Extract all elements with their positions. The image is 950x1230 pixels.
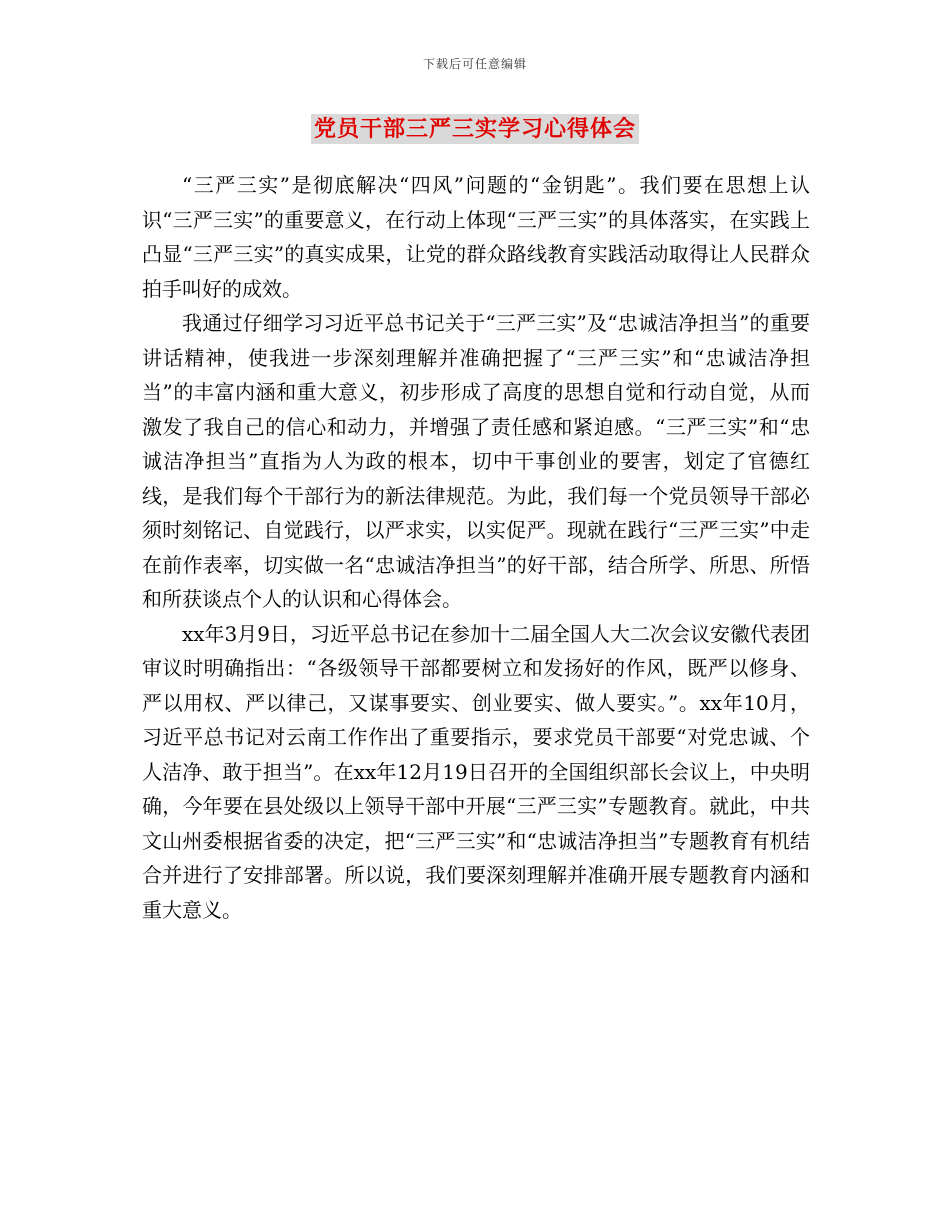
document-title xyxy=(0,112,950,143)
page-header-note: 下载后可任意编辑 xyxy=(422,57,527,71)
paragraph-3: xx年3月9日，习近平总书记在参加十二届全国人大二次会议安徽代表团审议时明确指出：“各级领导干部都要树立和发扬好的作风，既严以修身、严以用权、严以律己，又谋事要实、创业要实、做人要实。”。xx年10月，习近平总书记对云南工作作出了重要指示，要求党员干部要“对党忠诚、个人洁净、敢于担当”。在xx年12月19日召开的全国组织部长会议上，中央明确，今年要在县处级以上领导干部中开展“三严三实”专题教育。就此，中共文山州委根据省委的决定，把“三严三实”和“忠诚洁净担当”专题教育有机结合并进行了安排部署。所以说，我们要深刻理解并准确开展专题教育内涵和重大意义。 xyxy=(142,621,811,922)
paragraph-2: 我通过仔细学习习近平总书记关于“三严三实”及“忠诚洁净担当”的重要讲话精神，使我进一步深刻理解并准确把握了“三严三实”和“忠诚洁净担当”的丰富内涵和重大意义，初步形成了高度的思想自觉和行动自觉，从而激发了我自己的信心和动力，并增强了责任感和紧迫感。“三严三实”和“忠诚洁净担当”直指为人为政的根本，切中干事创业的要害，划定了官德红线，是我们每个干部行为的新法律规范。为此，我们每一个党员领导干部必须时刻铭记、自觉践行，以严求实，以实促严。现就在践行“三严三实”中走在前作表率，切实做一名“忠诚洁净担当”的好干部，结合所学、所思、所悟和所获谈点个人的认识和心得体会。 xyxy=(142,311,810,611)
document-title-text: 党员干部三严三实学习心得体会 xyxy=(311,114,639,144)
paragraph-1: “三严三实”是彻底解决“四风”问题的“金钥匙”。我们要在思想上认识“三严三实”的重要意义，在行动上体现“三严三实”的具体落实，在实践上凸显“三严三实”的真实成果，让党的群众路线教育实践活动取得让人民群众拍手叫好的成效。 xyxy=(142,173,810,301)
document-body xyxy=(142,168,810,927)
